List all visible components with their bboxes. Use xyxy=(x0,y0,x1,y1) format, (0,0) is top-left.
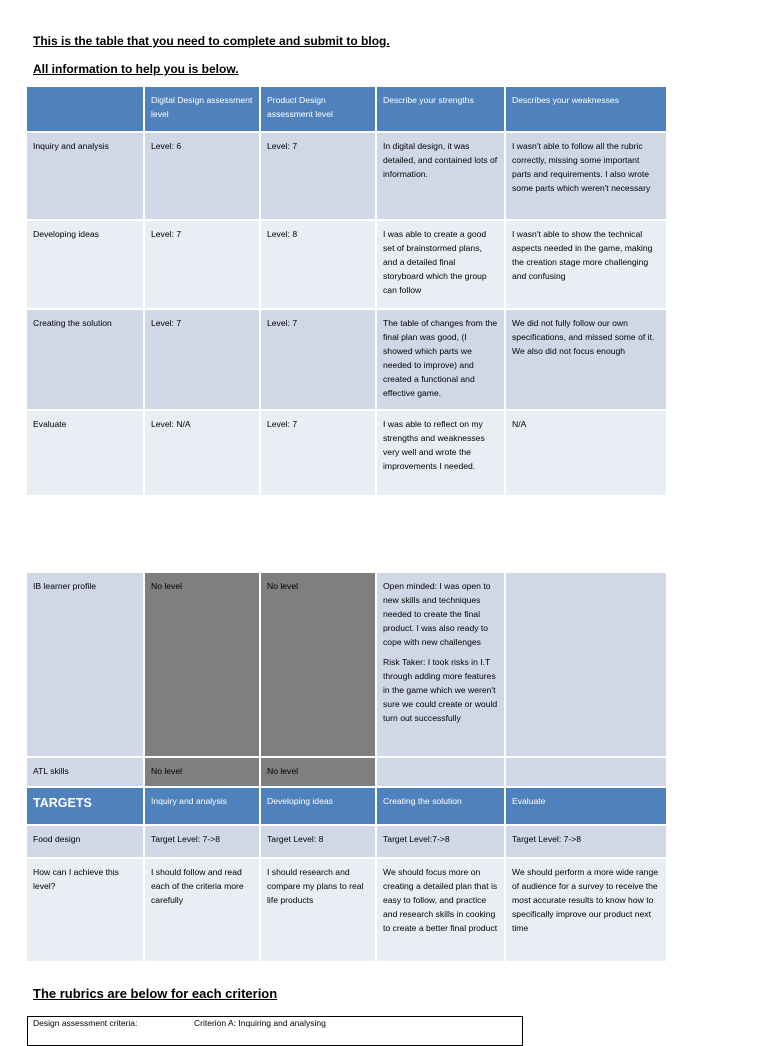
targets-header-row xyxy=(27,787,666,825)
weaknesses-cell: We did not fully follow our own specifications, and missed some of it. We also did not focus enough xyxy=(505,309,666,410)
level-cell: Level: 7 xyxy=(260,309,376,410)
level-cell: Level: 7 xyxy=(144,309,260,410)
criterion-cell: Creating the solution xyxy=(27,309,144,410)
table-row xyxy=(27,220,666,309)
level-cell: Level: 7 xyxy=(144,220,260,309)
profile-targets-table xyxy=(27,573,666,963)
strengths-cell: In digital design, it was detailed, and contained lots of information. xyxy=(376,132,505,220)
level-cell: Level: 8 xyxy=(260,220,376,309)
plan-cell: We should perform a more wide range of audience for a survey to receive the most accurate results to know how to specifically improve our product next time xyxy=(505,858,666,962)
rubric-criterion-title: Criterion A: Inquiring and analysing xyxy=(194,1018,326,1028)
achieve-row xyxy=(27,858,666,962)
header-cell: Inquiry and analysis xyxy=(144,787,260,825)
level-cell: Level: 7 xyxy=(260,410,376,496)
level-cell: No level xyxy=(260,573,376,757)
strengths-cell: The table of changes from the final plan was good, (I showed which parts we needed to improve) and created a functional and effective game. xyxy=(376,309,505,410)
rubric-criteria-label: Design assessment criteria: xyxy=(33,1018,138,1028)
level-cell: No level xyxy=(144,573,260,757)
weaknesses-cell: I wasn't able to follow all the rubric correctly, missing some important parts and requirements. I also wrote some parts which weren't necessary xyxy=(505,132,666,220)
target-cell: Target Level: 8 xyxy=(260,825,376,858)
strengths-cell: I was able to create a good set of brainstormed plans, and a detailed final storyboard which the group can follow xyxy=(376,220,505,309)
weaknesses-cell xyxy=(505,573,666,757)
strengths-cell xyxy=(376,573,505,757)
criterion-cell: Evaluate xyxy=(27,410,144,496)
target-cell: Target Level: 7->8 xyxy=(505,825,666,858)
level-cell: No level xyxy=(144,757,260,787)
target-cell: Target Level:7->8 xyxy=(376,825,505,858)
level-cell: Level: N/A xyxy=(144,410,260,496)
weaknesses-cell: N/A xyxy=(505,410,666,496)
criterion-cell: Developing ideas xyxy=(27,220,144,309)
food-design-row xyxy=(27,825,666,858)
weaknesses-cell: I wasn't able to show the technical aspects needed in the game, making the creation stage more challenging and confusing xyxy=(505,220,666,309)
atl-skills-row xyxy=(27,757,666,787)
criterion-cell: IB learner profile xyxy=(27,573,144,757)
rubrics-heading: The rubrics are below for each criterion xyxy=(33,986,278,1001)
weaknesses-cell xyxy=(505,757,666,787)
strengths-cell xyxy=(376,757,505,787)
table-row xyxy=(27,410,666,496)
open-minded-text: Open minded: I was open to new skills and techniques needed to create the final product. I was also ready to cope with new challenges xyxy=(383,581,491,647)
plan-cell: I should follow and read each of the criteria more carefully xyxy=(144,858,260,962)
level-cell: No level xyxy=(260,757,376,787)
targets-title: TARGETS xyxy=(27,787,144,825)
header-cell xyxy=(27,87,144,132)
table-header-row xyxy=(27,87,666,132)
table-row xyxy=(27,309,666,410)
ib-profile-row xyxy=(27,573,666,757)
criterion-cell: ATL skills xyxy=(27,757,144,787)
header-cell: Creating the solution xyxy=(376,787,505,825)
target-cell: Target Level: 7->8 xyxy=(144,825,260,858)
header-cell: Evaluate xyxy=(505,787,666,825)
header-cell: Product Design assessment level xyxy=(260,87,376,132)
risk-taker-text: Risk Taker: I took risks in I.T through adding more features in the game which we weren't sure we could create or would turn out successfully xyxy=(383,657,498,723)
header-cell: Describes your weaknesses xyxy=(505,87,666,132)
rubric-table-top xyxy=(27,1016,523,1046)
criterion-cell: How can I achieve this level? xyxy=(27,858,144,962)
plan-cell: We should focus more on creating a detailed plan that is easy to follow, and practice and research skills in cooking to create a better final product xyxy=(376,858,505,962)
table-row xyxy=(27,132,666,220)
assessment-table xyxy=(27,87,666,497)
info-text: All information to help you is below. xyxy=(33,62,239,76)
plan-cell: I should research and compare my plans to real life products xyxy=(260,858,376,962)
criterion-cell: Food design xyxy=(27,825,144,858)
level-cell: Level: 6 xyxy=(144,132,260,220)
header-cell: Digital Design assessment level xyxy=(144,87,260,132)
criterion-cell: Inquiry and analysis xyxy=(27,132,144,220)
level-cell: Level: 7 xyxy=(260,132,376,220)
header-cell: Describe your strengths xyxy=(376,87,505,132)
intro-text: This is the table that you need to complete and submit to blog. xyxy=(33,34,390,48)
strengths-cell: I was able to reflect on my strengths and weaknesses very well and wrote the improvements I needed. xyxy=(376,410,505,496)
header-cell: Developing ideas xyxy=(260,787,376,825)
